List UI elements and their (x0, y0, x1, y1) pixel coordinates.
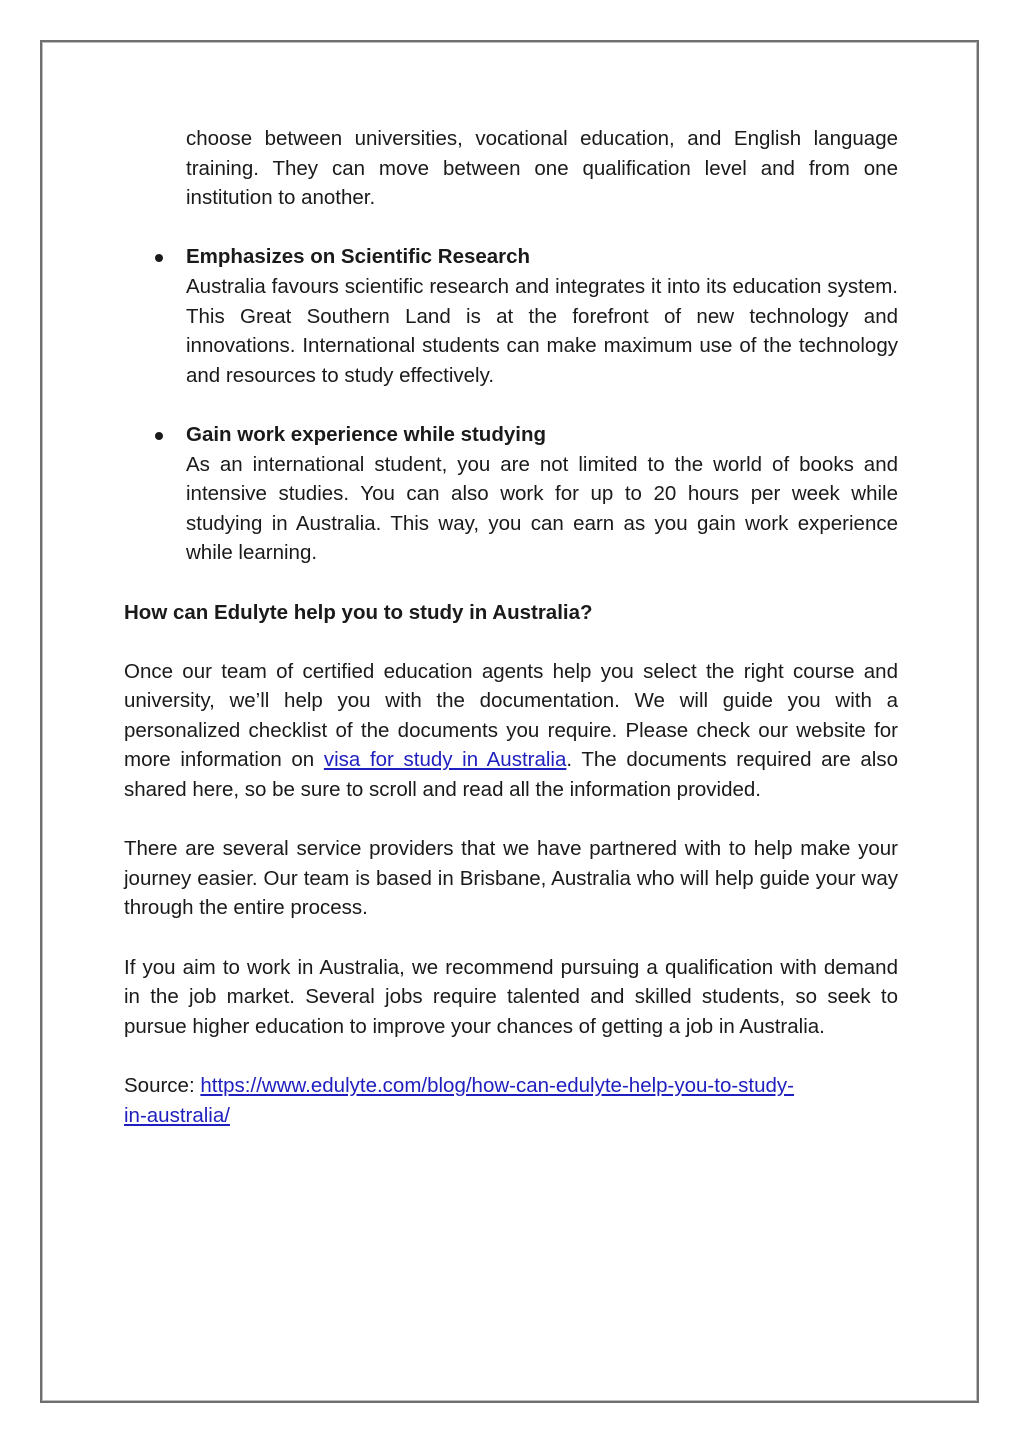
intro-continuation: choose between universities, vocational education, and English language training. They can move between one qualification level and from one institution to another. (186, 127, 898, 210)
bullet-icon (155, 254, 163, 262)
visa-study-link[interactable]: visa for study in Australia (323, 748, 567, 772)
source-label: Source: (124, 1074, 201, 1097)
paragraph-documentation (124, 657, 898, 805)
paragraph-partners: There are several service providers that we have partnered with to help make your journey easier. Our team is based in Brisbane, Australia who will help guide your way through the entire process. (124, 837, 898, 920)
list-item-body: Australia favours scientific research and integrates it into its education system. This Great Southern Land is at the forefront of new technology and innovations. International students can make maximum use of the technology and resources to study effectively. (186, 274, 898, 387)
document-body (124, 124, 898, 1130)
benefit-list (124, 242, 898, 568)
list-item-title: Gain work experience while studying (186, 422, 546, 446)
paragraph-text: Once our team of certified education agents help you select the right course and university, we’ll help you with the documentation. We will guide you with a personalized checklist of the documents you require. Please check our website for more information on (124, 659, 898, 772)
bullet-icon (155, 432, 163, 440)
paragraph-work: If you aim to work in Australia, we recommend pursuing a qualification with demand in the job market. Several jobs require talented and skilled students, so seek to pursue higher education to improve your chances of getting a job in Australia. (124, 955, 898, 1038)
paragraph-text: . The documents required are also shared here, so be sure to scroll and read all the information provided. (124, 748, 899, 802)
section-heading: How can Edulyte help you to study in Australia? (124, 600, 593, 624)
list-item-work-experience (186, 420, 898, 568)
list-item-title: Emphasizes on Scientific Research (186, 245, 531, 269)
source-line (124, 1071, 898, 1130)
list-item-body: As an international student, you are not limited to the world of books and intensive studies. You can also work for up to 20 hours per week while studying in Australia. This way, you can earn as you gain work experience while learning. (186, 452, 898, 565)
list-item-scientific-research (186, 242, 898, 390)
source-url-link[interactable]: https://www.edulyte.com/blog/how-can-edulyte-help-you-to-study- in-australia/ (124, 1074, 794, 1127)
